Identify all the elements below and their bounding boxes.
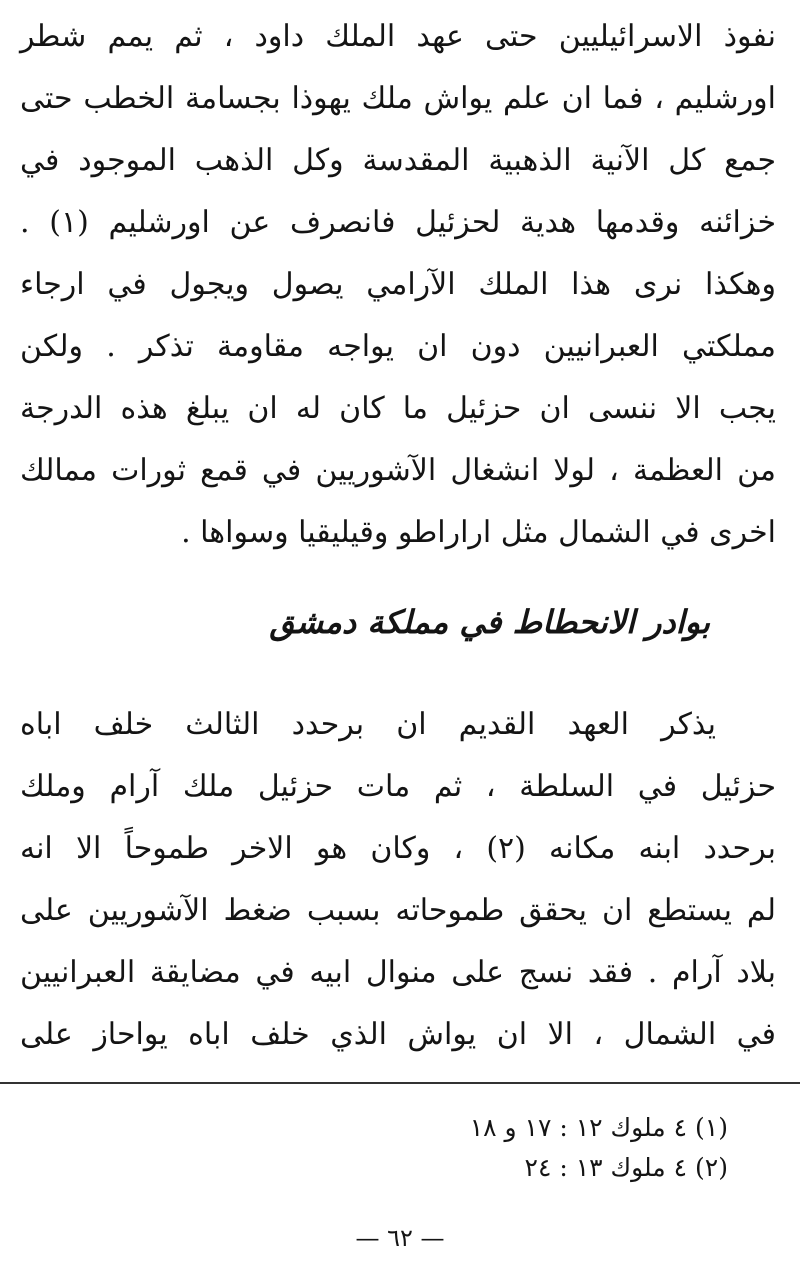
text-line: نفوذ الاسرائيليين حتى عهد الملك داود ، ثم يمم شطر	[20, 19, 776, 54]
text-line: خزائنه وقدمها هدية لحزئيل فانصرف عن اورشليم (١) .	[20, 205, 776, 240]
text-line: وهكذا نرى هذا الملك الآرامي يصول ويجول في ارجاء	[20, 267, 776, 302]
text-line: من العظمة ، لولا انشغال الآشوريين في قمع ثورات ممالك	[20, 453, 776, 488]
text-line: حزئيل في السلطة ، ثم مات حزئيل ملك آرام وملك	[20, 769, 776, 804]
text-line: يجب الا ننسى ان حزئيل ما كان له ان يبلغ هذه الدرجة	[20, 391, 776, 426]
footnote: (٢) ٤ ملوك ١٣ : ٢٤	[524, 1153, 728, 1182]
text-line: جمع كل الآنية الذهبية المقدسة وكل الذهب الموجود في	[20, 143, 776, 178]
text-line: برحدد ابنه مكانه (٢) ، وكان هو الاخر طموحاً الا انه	[20, 831, 776, 866]
page-number: — ٦٢ —	[355, 1224, 445, 1252]
text-line: اورشليم ، فما ان علم يواش ملك يهوذا بجسامة الخطب حتى	[20, 81, 776, 116]
text-line: يذكر العهد القديم ان برحدد الثالث خلف اباه	[20, 707, 716, 742]
text-line: بلاد آرام . فقد نسج على منوال ابيه في مضايقة العبرانيين	[20, 955, 776, 990]
text-line: اخرى في الشمال مثل اراراطو وقيليقيا وسواها .	[181, 515, 776, 550]
paragraph-2	[20, 694, 776, 1066]
footnote: (١) ٤ ملوك ١٢ : ١٧ و ١٨	[469, 1113, 728, 1142]
section-heading: بوادر الانحطاط في مملكة دمشق	[269, 603, 710, 641]
footnote-divider	[0, 1082, 800, 1084]
text-line: في الشمال ، الا ان يواش الذي خلف اباه يواحاز على	[20, 1017, 776, 1052]
text-line: لم يستطع ان يحقق طموحاته بسبب ضغط الآشوريين على	[20, 893, 776, 928]
text-line: مملكتي العبرانيين دون ان يواجه مقاومة تذكر . ولكن	[20, 329, 776, 364]
paragraph-1	[20, 6, 776, 564]
